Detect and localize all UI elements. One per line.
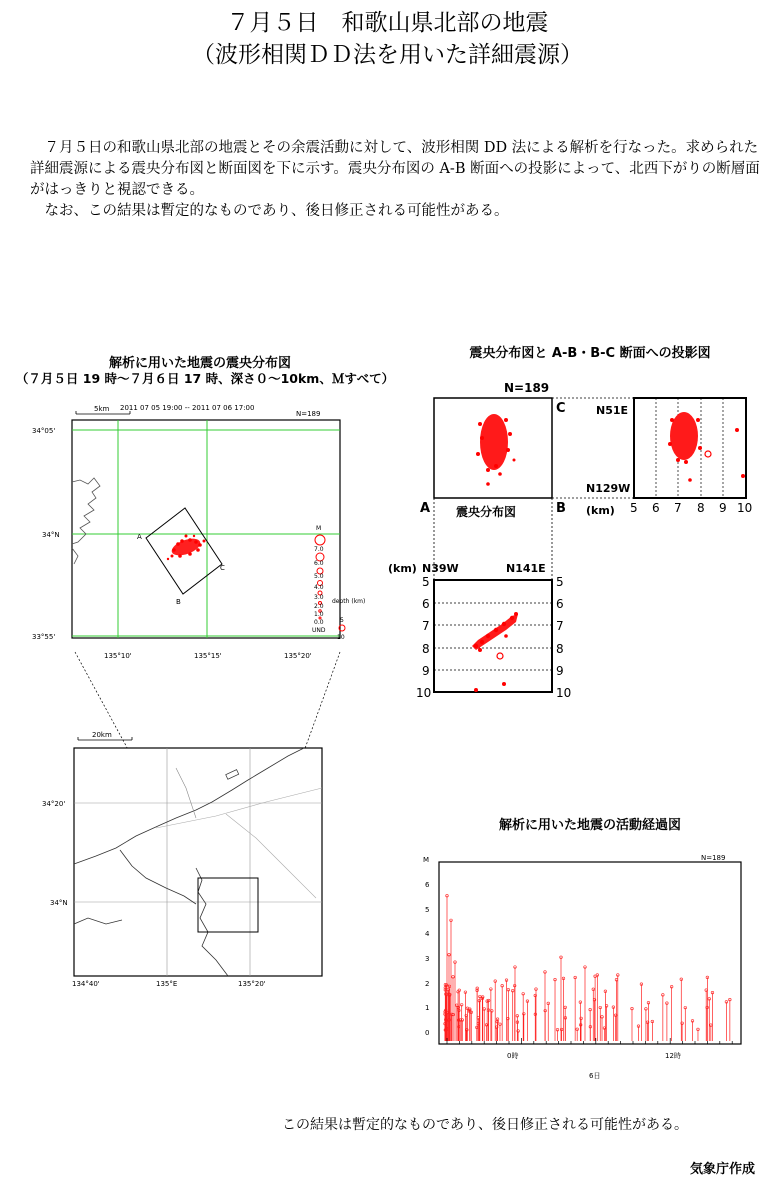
activity-ytick-2: 2 [425, 980, 430, 988]
ab-right-tick-10: 10 [556, 686, 572, 700]
paragraph-1: ７月５日の和歌山県北部の地震とその余震活動に対して、波形相関 DD 法による解析を行なった。求められた詳細震源による震央分布図と断面図を下に示す。震央分布図の A-B 断面への投影によって、北西下がりの断層面がはっきりと視認できる。 [30, 140, 760, 198]
activity-ytick-3: 3 [425, 955, 430, 963]
agency-credit: 気象庁作成 [690, 1162, 756, 1177]
lat-label-1: 34°05' [32, 427, 56, 435]
overview-map [36, 728, 336, 990]
overview-lon-3: 135°20' [238, 980, 266, 988]
corner-c: C [556, 401, 566, 416]
overview-lon-1: 134°40' [72, 980, 100, 988]
ab-left-tick-6: 6 [422, 597, 430, 611]
lat-label-3: 33°55' [32, 633, 56, 641]
activity-ytick-1: 1 [425, 1004, 430, 1012]
ab-left-tick-5: 5 [422, 575, 430, 589]
overview-lat-1: 34°20' [42, 800, 66, 808]
ab-left-tick-7: 7 [422, 619, 430, 633]
lon-label-2: 135°15' [194, 652, 222, 660]
overview-lon-2: 135°E [156, 980, 178, 988]
activity-caption: 解析に用いた地震の活動経過図 [498, 818, 681, 833]
mag-legend-5: 3.0 [314, 594, 324, 601]
bc-km-label: (km) [586, 504, 615, 517]
bc-tick-8: 8 [697, 501, 705, 515]
mag-legend-3: 5.0 [314, 573, 324, 580]
bc-tick-7: 7 [674, 501, 682, 515]
ab-left-tick-10: 10 [416, 686, 432, 700]
ab-left-tick-8: 8 [422, 642, 430, 656]
mag-legend-title: M [316, 525, 322, 532]
ab-left-tick-9: 9 [422, 664, 430, 678]
epicenter-map-subcaption: （７月５日 19 時～７月６日 17 時、深さ０～10km、Ｍすべて） [15, 371, 395, 386]
bc-tick-10: 10 [737, 501, 753, 515]
activity-ytick-6: 6 [425, 881, 430, 889]
ab-right-tick-6: 6 [556, 597, 564, 611]
depth-legend-title: depth (km) [332, 598, 366, 605]
point-c: C [220, 564, 225, 572]
mag-legend-1: 7.0 [314, 546, 324, 553]
title-line-2: （波形相関ＤＤ法を用いた詳細震源） [192, 42, 583, 68]
corner-a: A [420, 501, 431, 516]
bc-left-direction: N51E [596, 404, 629, 417]
point-b: B [176, 598, 181, 606]
map-period: 2011 07 05 19:00 -- 2011 07 06 17:00 [120, 404, 255, 412]
activity-date-label: 6日 [589, 1072, 601, 1080]
activity-ytick-4: 4 [425, 930, 430, 938]
overview-lat-2: 34°N [50, 899, 68, 907]
activity-chart [415, 850, 755, 1082]
bc-tick-6: 6 [652, 501, 660, 515]
bc-tick-9: 9 [719, 501, 727, 515]
ab-km-label: (km) [388, 562, 417, 575]
map-scale: 5km [94, 405, 110, 413]
lon-label-3: 135°20' [284, 652, 312, 660]
mag-legend-2: 6.0 [314, 560, 324, 567]
activity-xtick-0h: 0時 [507, 1052, 519, 1060]
overview-scale: 20km [92, 731, 112, 739]
bc-tick-5: 5 [630, 501, 638, 515]
depth-legend-1: 5 [340, 617, 344, 624]
ab-right-tick-7: 7 [556, 619, 564, 633]
mag-legend-6: 2.0 [314, 603, 324, 610]
epicenter-map-caption: 解析に用いた地震の震央分布図 [108, 356, 291, 371]
epicenter-map [30, 398, 366, 666]
ab-right-tick-5: 5 [556, 575, 564, 589]
ab-right-direction: N141E [506, 562, 546, 575]
ab-left-direction: N39W [422, 562, 459, 575]
activity-ytick-5: 5 [425, 906, 430, 914]
map-count: N=189 [296, 410, 321, 418]
projection-count: N=189 [504, 381, 550, 395]
activity-ytick-0: 0 [425, 1029, 430, 1037]
activity-xtick-12h: 12時 [665, 1052, 681, 1060]
ab-right-tick-8: 8 [556, 642, 564, 656]
lon-label-1: 135°10' [104, 652, 132, 660]
description [30, 138, 770, 222]
bc-right-direction: N129W [586, 482, 631, 495]
footer-note: この結果は暫定的なものであり、後日修正される可能性がある。 [282, 1117, 688, 1133]
title-line-1: ７月５日 和歌山県北部の地震 [226, 10, 549, 36]
mag-legend-9: UND [312, 627, 326, 634]
activity-ylabel: M [423, 856, 430, 864]
depth-legend-2: 10 [337, 634, 345, 641]
point-a: A [137, 533, 142, 541]
projection-figure [386, 374, 775, 704]
mag-legend-8: 0.0 [314, 619, 324, 626]
mag-legend-4: 4.0 [314, 584, 324, 591]
projection-caption: 震央分布図と A-B・B-C 断面への投影図 [469, 346, 711, 361]
paragraph-2: なお、この結果は暫定的なものであり、後日修正される可能性がある。 [44, 203, 509, 219]
plan-view-label: 震央分布図 [456, 505, 517, 519]
activity-count: N=189 [701, 854, 726, 862]
ab-right-tick-9: 9 [556, 664, 564, 678]
corner-b: B [556, 501, 566, 516]
mag-legend-7: 1.0 [314, 611, 324, 618]
lat-label-2: 34°N [42, 531, 60, 539]
